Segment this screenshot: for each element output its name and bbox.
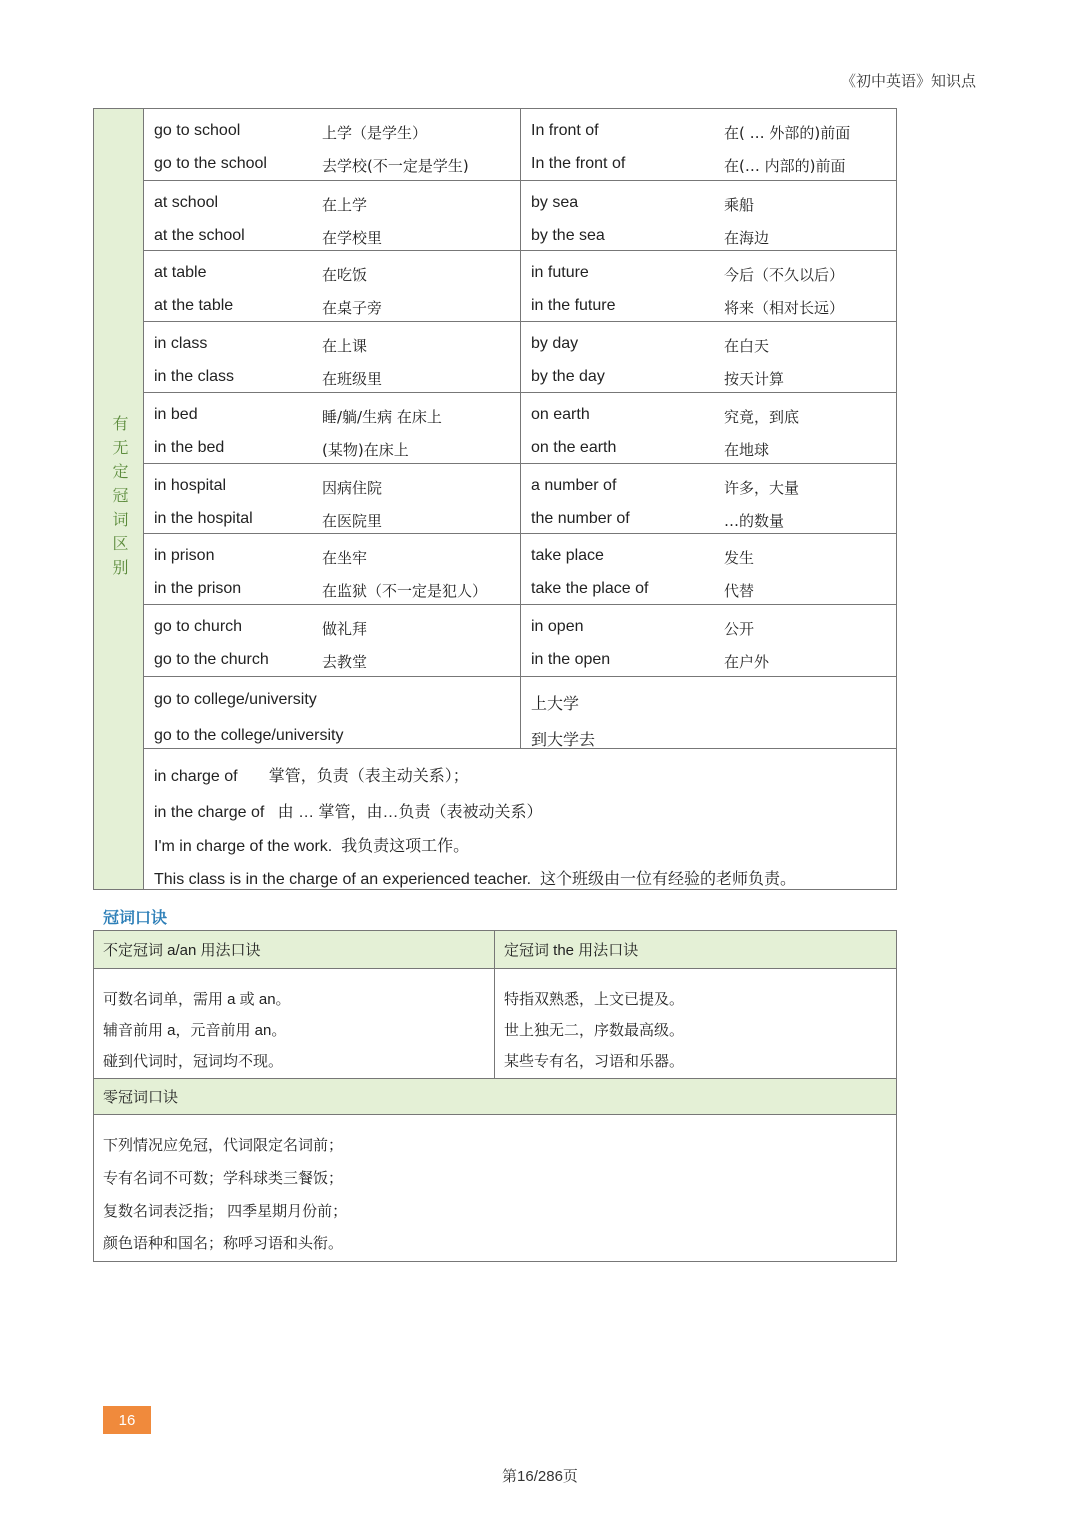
comparison-row xyxy=(144,109,896,181)
phrase-left-2: in the bed xyxy=(154,439,225,456)
meaning-left-2: (某物)在床上 xyxy=(322,441,409,459)
meaning-left-2: 在桌子旁 xyxy=(322,299,383,317)
zero-rule-line: 复数名词表泛指； 四季星期月份前； xyxy=(103,1203,348,1220)
phrase-left-2: go to the church xyxy=(154,651,269,668)
meaning-left-2: 在班级里 xyxy=(322,370,383,388)
phrase-right-2: by the day xyxy=(531,368,605,385)
charge-of-line: This class is in the charge of an experienced teacher. 这个班级由一位有经验的老师负责。 xyxy=(154,871,796,888)
meaning-left-1: 在吃饭 xyxy=(322,266,368,284)
phrase-right-2: by the sea xyxy=(531,227,605,244)
article-rules-table xyxy=(93,930,897,1262)
phrase-left-2: in the prison xyxy=(154,580,242,597)
meaning-left-1: 在上课 xyxy=(322,337,368,355)
meaning-left-1: 睡/躺/生病 在床上 xyxy=(322,408,442,426)
comparison-row xyxy=(144,677,896,749)
phrase-right-1: 上大学 xyxy=(531,696,580,713)
phrase-right-1: in future xyxy=(531,264,589,281)
comparison-row xyxy=(144,251,896,322)
comparison-row xyxy=(144,534,896,605)
phrase-right-1: in open xyxy=(531,618,584,635)
zero-article-header: 零冠词口诀 xyxy=(94,1079,896,1115)
meaning-right-1: 在白天 xyxy=(724,337,770,355)
def-rule-line: 世上独无二，序数最高级。 xyxy=(504,1022,685,1039)
row-column-divider xyxy=(520,109,521,180)
meaning-right-1: 许多，大量 xyxy=(724,479,800,497)
row-column-divider xyxy=(520,464,521,533)
charge-of-line: I'm in charge of the work. 我负责这项工作。 xyxy=(154,838,470,855)
zero-rule-line: 专有名词不可数；学科球类三餐饭； xyxy=(103,1170,344,1187)
phrase-left-1: in hospital xyxy=(154,477,227,494)
meaning-right-2: 代替 xyxy=(724,582,755,600)
document-header-title: 《初中英语》知识点 xyxy=(840,73,976,90)
comparison-row xyxy=(144,464,896,534)
phrase-right-1: by sea xyxy=(531,194,579,211)
indef-rule-line: 辅音前用 a，元音前用 an。 xyxy=(103,1022,287,1039)
meaning-left-2: 在学校里 xyxy=(322,229,383,247)
phrase-left-1: in prison xyxy=(154,547,215,564)
phrase-left-1: in class xyxy=(154,335,208,352)
phrase-right-1: by day xyxy=(531,335,579,352)
phrase-left-2: at the school xyxy=(154,227,245,244)
def-rule-line: 特指双熟悉，上文已提及。 xyxy=(504,991,685,1008)
phrase-right-2: on the earth xyxy=(531,439,617,456)
row-column-divider xyxy=(520,677,521,748)
meaning-left-2: 去教堂 xyxy=(322,653,368,671)
phrase-left-2: at the table xyxy=(154,297,234,314)
meaning-right-1: 今后（不久以后） xyxy=(724,266,845,284)
meaning-left-2: 去学校(不一定是学生) xyxy=(322,157,469,175)
meaning-right-2: 在户外 xyxy=(724,653,770,671)
meaning-right-2: 在(… 内部的)前面 xyxy=(724,157,846,175)
indef-rule-line: 碰到代词时，冠词均不现。 xyxy=(103,1053,284,1070)
meaning-left-2: 在监狱（不一定是犯人） xyxy=(322,582,488,600)
row-column-divider xyxy=(520,534,521,604)
indef-article-header: 不定冠词 a/an 用法口诀 xyxy=(94,931,494,969)
phrase-right-1: a number of xyxy=(531,477,617,494)
charge-of-row xyxy=(144,749,896,889)
phrase-right-1: take place xyxy=(531,547,604,564)
charge-of-line: in the charge of 由 … 掌管，由…负责（表被动关系） xyxy=(154,804,543,821)
page-footer: 第16/286页 xyxy=(502,1468,578,1485)
meaning-right-2: …的数量 xyxy=(724,512,785,530)
meaning-left-1: 因病住院 xyxy=(322,479,383,497)
meaning-left-1: 做礼拜 xyxy=(322,620,368,638)
article-comparison-table xyxy=(93,108,897,890)
meaning-left-1: 在坐牢 xyxy=(322,549,368,567)
def-rule-line: 某些专有名，习语和乐器。 xyxy=(504,1053,685,1070)
section-title: 冠词口诀 xyxy=(103,910,168,927)
phrase-left-1: go to college/university xyxy=(154,691,317,708)
phrase-left-2: go to the college/university xyxy=(154,727,344,744)
phrase-left-2: go to the school xyxy=(154,155,267,172)
comparison-row xyxy=(144,181,896,251)
row-column-divider xyxy=(520,605,521,676)
rules-column-divider xyxy=(494,931,495,1078)
phrase-right-1: on earth xyxy=(531,406,590,423)
comparison-row xyxy=(144,393,896,464)
phrase-left-1: go to school xyxy=(154,122,241,139)
meaning-right-1: 乘船 xyxy=(724,196,755,214)
meaning-right-1: 发生 xyxy=(724,549,755,567)
phrase-right-2: In the front of xyxy=(531,155,626,172)
meaning-right-1: 在( … 外部的)前面 xyxy=(724,124,851,142)
zero-rule-line: 下列情况应免冠，代词限定名词前； xyxy=(103,1137,344,1154)
meaning-left-2: 在医院里 xyxy=(322,512,383,530)
phrase-left-2: in the hospital xyxy=(154,510,253,527)
phrase-right-2: in the open xyxy=(531,651,611,668)
phrase-right-2: the number of xyxy=(531,510,630,527)
phrase-right-2: take the place of xyxy=(531,580,649,597)
phrase-left-1: at school xyxy=(154,194,219,211)
row-column-divider xyxy=(520,393,521,463)
def-article-header: 定冠词 the 用法口诀 xyxy=(494,931,896,969)
phrase-left-1: at table xyxy=(154,264,207,281)
phrase-left-1: in bed xyxy=(154,406,198,423)
row-column-divider xyxy=(520,251,521,321)
side-label xyxy=(94,109,144,889)
meaning-right-2: 按天计算 xyxy=(724,370,785,388)
meaning-right-2: 在地球 xyxy=(724,441,770,459)
phrase-right-2: in the future xyxy=(531,297,616,314)
zero-rule-line: 颜色语种和国名；称呼习语和头衔。 xyxy=(103,1235,344,1252)
meaning-left-1: 在上学 xyxy=(322,196,368,214)
row-column-divider xyxy=(520,181,521,250)
meaning-right-1: 公开 xyxy=(724,620,755,638)
indef-rule-line: 可数名词单，需用 a 或 an。 xyxy=(103,991,291,1008)
page-number-badge: 16 xyxy=(103,1406,151,1434)
charge-of-line: in charge of 掌管，负责（表主动关系）； xyxy=(154,768,469,785)
comparison-rows xyxy=(144,109,896,889)
side-label-text: 有无定冠词区别 xyxy=(110,415,127,583)
meaning-right-1: 究竟，到底 xyxy=(724,408,800,426)
comparison-row xyxy=(144,322,896,393)
row-column-divider xyxy=(520,322,521,392)
phrase-left-2: in the class xyxy=(154,368,235,385)
meaning-left-1: 上学（是学生） xyxy=(322,124,428,142)
phrase-left-1: go to church xyxy=(154,618,243,635)
phrase-right-2: 到大学去 xyxy=(531,732,596,749)
comparison-row xyxy=(144,605,896,677)
meaning-right-2: 将来（相对长远） xyxy=(724,299,845,317)
phrase-right-1: In front of xyxy=(531,122,599,139)
meaning-right-2: 在海边 xyxy=(724,229,770,247)
